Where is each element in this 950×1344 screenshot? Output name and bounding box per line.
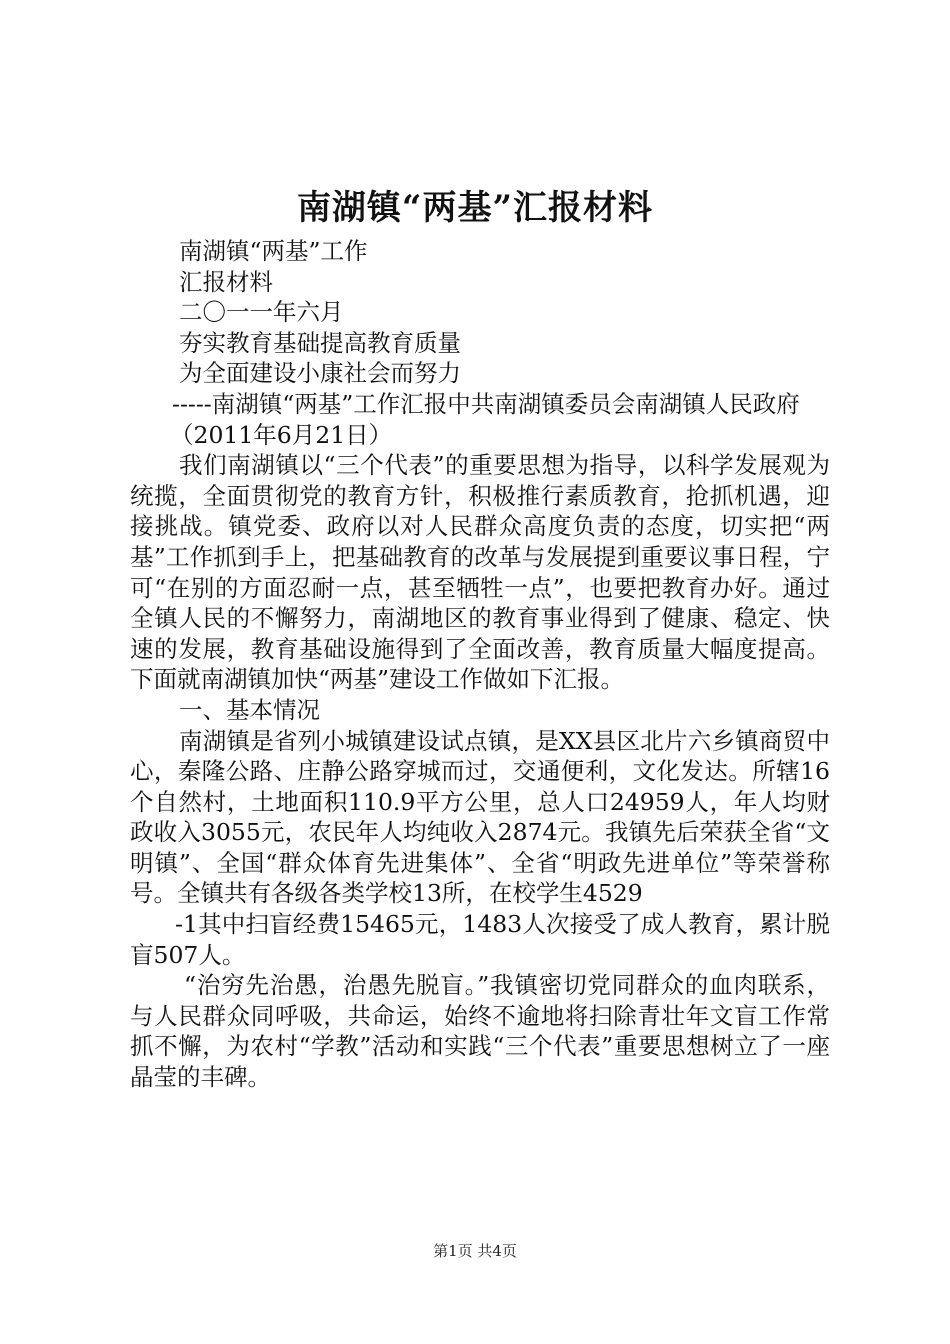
- body-paragraph: -1其中扫盲经费15465元，1483人次接受了成人教育，累计脱盲507人。: [130, 910, 830, 969]
- body-line: 汇报材料: [179, 267, 273, 296]
- body-paragraph: 南湖镇是省列小城镇建设试点镇，是XX县区北片六乡镇商贸中心，秦隆公路、庄静公路穿城而过，交通便利，文化发达。所辖16个自然村，土地面积110.9平方公里，总人口24959人，年人均财政收入3055元，农民年人均纯收入2874元。我镇先后荣获全省“文明镇”、全国“群众体育先进集体”、全省“明政先进单位”等荣誉称号。全镇共有各级各类学校13所，在校学生4529: [130, 726, 830, 908]
- body-line-date: （2011年6月21日）: [170, 420, 393, 449]
- body-paragraph: “治穷先治愚，治愚先脱盲。”我镇密切党同群众的血肉联系，与人民群众同呼吸，共命运，始终不逾地将扫除青壮年文盲工作常抓不懈，为农村“学教”活动和实践“三个代表”重要思想树立了一座晶莹的丰碑。: [130, 971, 830, 1092]
- body-paragraph: 我们南湖镇以“三个代表”的重要思想为指导，以科学发展观为统揽，全面贯彻党的教育方针，积极推行素质教育，抢抓机遇，迎接挑战。镇党委、政府以对人民群众高度负责的态度，切实把“两基”工作抓到手上，把基础教育的改革与发展提到重要议事日程，宁可“在别的方面忍耐一点，甚至牺牲一点”，也要把教育办好。通过全镇人民的不懈努力，南湖地区的教育事业得到了健康、稳定、快速的发展，教育基础设施得到了全面改善，教育质量大幅度提高。下面就南湖镇加快“两基”建设工作做如下汇报。: [130, 451, 830, 694]
- section-heading: 一、基本情况: [179, 695, 320, 724]
- body-line: 二〇一一年六月: [179, 298, 344, 327]
- document-body: [130, 236, 830, 1093]
- body-line-byline: -----南湖镇“两基”工作汇报中共南湖镇委员会南湖镇人民政府: [172, 389, 800, 418]
- page-number-footer: 第1页 共4页: [433, 1242, 517, 1260]
- body-line: 南湖镇“两基”工作: [179, 237, 368, 265]
- body-line: 夯实教育基础提高教育质量: [179, 328, 461, 357]
- body-line: 为全面建设小康社会而努力: [179, 359, 461, 388]
- document-title: 南湖镇“两基”汇报材料: [296, 188, 654, 228]
